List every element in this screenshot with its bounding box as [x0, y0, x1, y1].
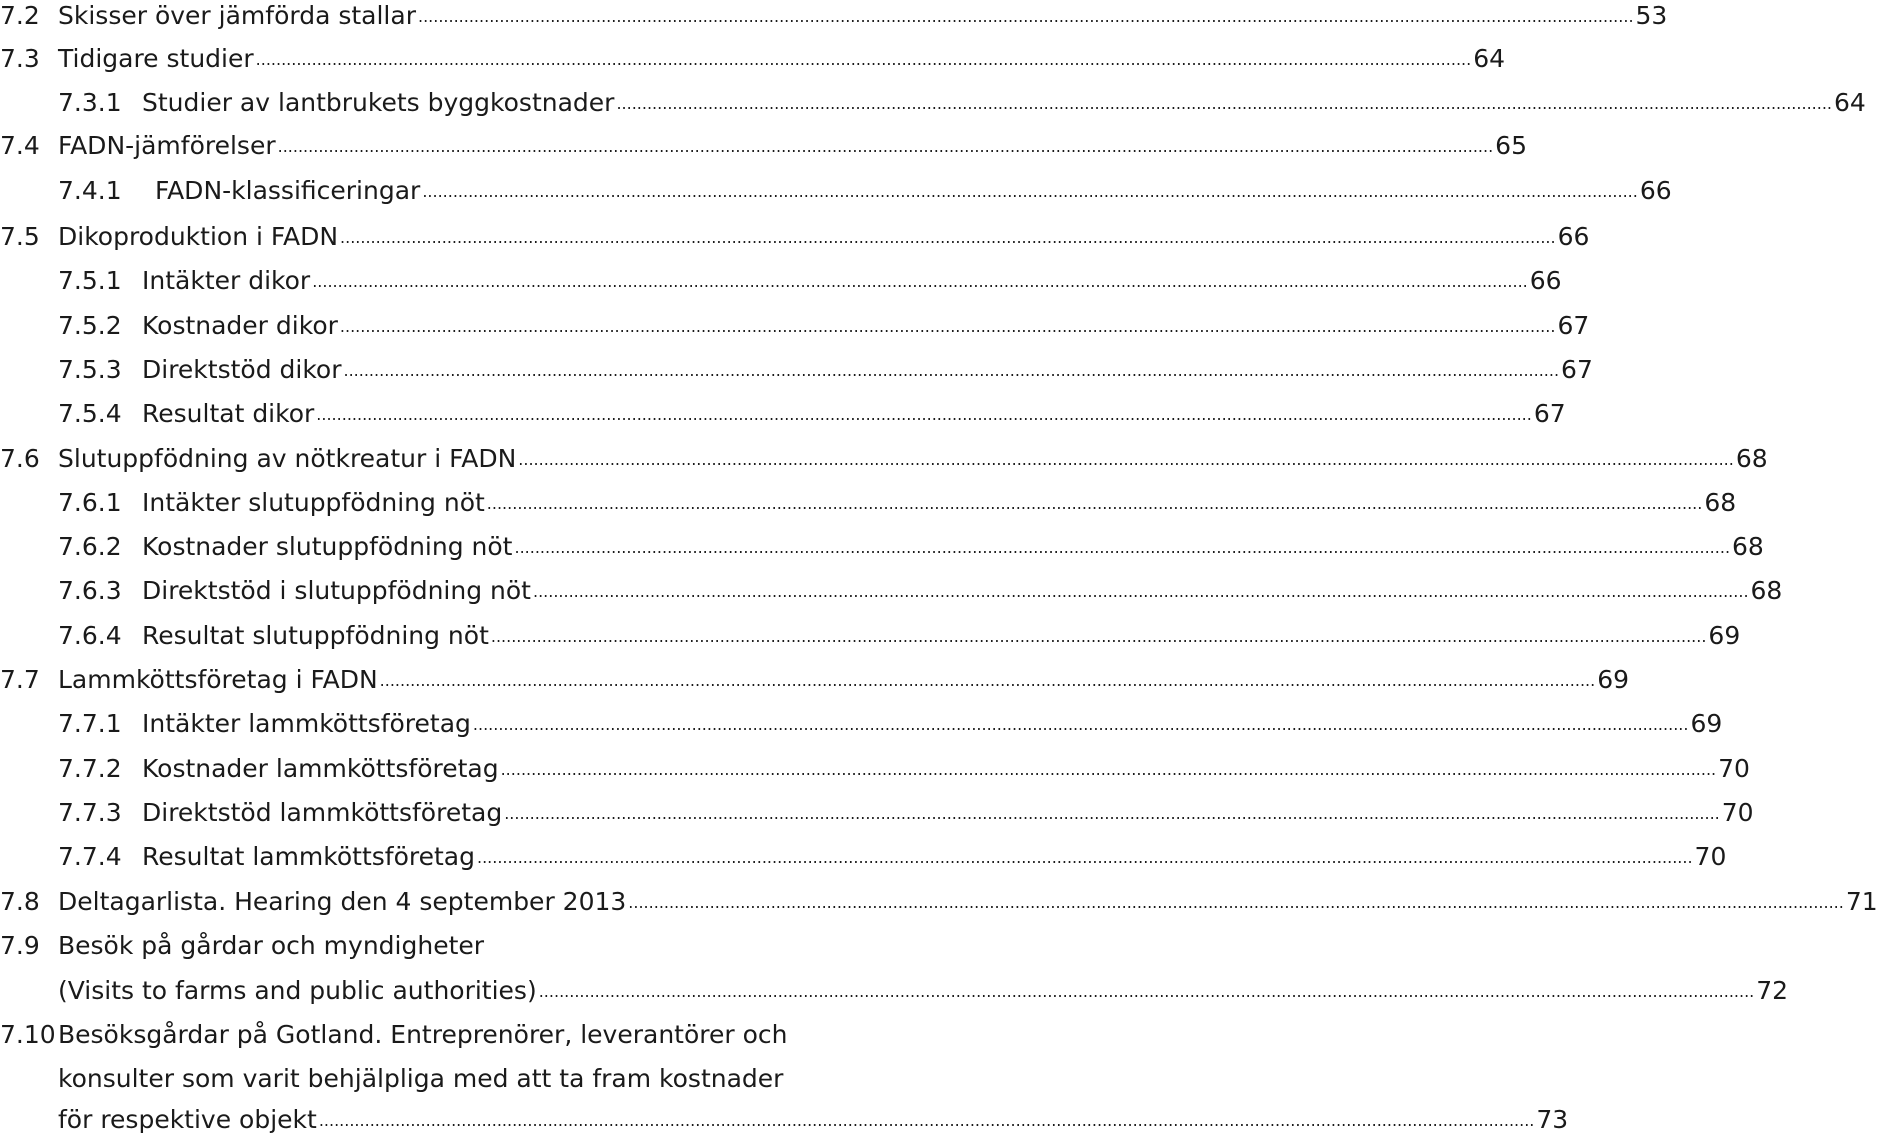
toc-entry[interactable]	[0, 969, 1789, 1013]
dot-leader	[504, 792, 1720, 836]
toc-entry-title: FADN-jämförelser	[58, 131, 276, 160]
toc-entry-number: 7.7.4	[58, 842, 122, 871]
toc-entry-title: Tidigare studier	[58, 44, 254, 73]
toc-entry-page: 68	[1732, 532, 1764, 561]
toc-entry-number: 7.4	[0, 131, 40, 160]
toc-entry-title: Resultat dikor	[142, 399, 315, 428]
toc-entry-title: Intäkter slutuppfödning nöt	[142, 488, 485, 517]
dot-leader	[340, 216, 1556, 260]
toc-entry-page: 64	[1834, 88, 1866, 117]
toc-entry-page: 67	[1557, 311, 1590, 340]
toc-entry-number: 7.6.1	[58, 488, 122, 517]
dot-leader	[316, 393, 1532, 437]
toc-entry[interactable]	[0, 437, 1768, 481]
toc-entry-title-continued: (Visits to farms and public authorities)	[58, 976, 537, 1005]
toc-entry-page: 67	[1533, 399, 1566, 428]
toc-entry-first-line[interactable]	[0, 924, 952, 968]
toc-entry[interactable]	[0, 259, 1562, 303]
toc-entry-page: 68	[1704, 488, 1737, 517]
dot-leader	[487, 482, 1703, 526]
toc-entry[interactable]	[0, 569, 1783, 613]
toc-entry-title: Skisser över jämförda stallar	[58, 1, 416, 30]
dot-leader	[380, 659, 1596, 703]
toc-entry[interactable]	[0, 304, 1590, 348]
dot-leader	[319, 1099, 1535, 1143]
toc-entry-page: 70	[1718, 754, 1750, 783]
toc-entry-number: 7.7.3	[58, 798, 122, 827]
toc-entry-page: 69	[1690, 709, 1723, 738]
toc-entry-title: Studier av lantbrukets byggkostnader	[142, 88, 615, 117]
dot-leader	[473, 703, 1689, 747]
toc-entry-title: Intäkter dikor	[142, 266, 311, 295]
toc-entry-page: 68	[1750, 576, 1783, 605]
dot-leader	[518, 438, 1734, 482]
toc-entry-first-line[interactable]	[0, 1013, 952, 1057]
toc-entry[interactable]	[0, 791, 1754, 835]
toc-entry[interactable]	[0, 169, 1672, 213]
toc-entry-page: 70	[1694, 842, 1727, 871]
toc-entry[interactable]	[0, 1098, 1569, 1142]
toc-entry-title: Intäkter lammköttsföretag	[142, 709, 471, 738]
toc-entry-title: Direktstöd dikor	[142, 355, 342, 384]
dot-leader	[501, 748, 1717, 792]
dot-leader	[422, 170, 1638, 214]
toc-entry-number: 7.9	[0, 931, 40, 960]
toc-entry-page: 69	[1708, 621, 1741, 650]
toc-entry-number: 7.5.1	[58, 266, 122, 295]
dot-leader	[340, 305, 1556, 349]
toc-entry-title: Dikoproduktion i FADN	[58, 222, 339, 251]
toc-entry-title-continued: för respektive objekt	[58, 1105, 317, 1134]
dot-leader	[491, 615, 1707, 659]
toc-entry-title: Besök på gårdar och myndigheter	[58, 931, 485, 960]
dot-leader	[533, 570, 1749, 614]
toc-entry-title: Kostnader slutuppfödning nöt	[142, 532, 513, 561]
toc-entry-title: Kostnader lammköttsföretag	[142, 754, 499, 783]
dot-leader	[539, 970, 1755, 1014]
toc-entry-number: 7.8	[0, 887, 40, 916]
dot-leader	[418, 0, 1634, 39]
toc-entry-title: Resultat lammköttsföretag	[142, 842, 475, 871]
toc-entry-number: 7.2	[0, 1, 40, 30]
toc-entry-second-line[interactable]	[0, 1057, 952, 1101]
toc-entry-number: 7.7.2	[58, 754, 122, 783]
dot-leader	[616, 82, 1832, 126]
toc-entry-number: 7.3.1	[58, 88, 122, 117]
toc-entry-page: 53	[1635, 1, 1668, 30]
toc-entry-number: 7.3	[0, 44, 40, 73]
toc-entry[interactable]	[0, 835, 1727, 879]
toc-entry-title: Besöksgårdar på Gotland. Entreprenörer, leverantörer och	[58, 1020, 788, 1049]
toc-entry-number: 7.4.1	[58, 176, 122, 205]
toc-entry-title-continued: konsulter som varit behjälpliga med att ta fram kostnader	[58, 1064, 784, 1093]
toc-entry-page: 65	[1495, 131, 1527, 160]
toc-entry-title: Direktstöd lammköttsföretag	[142, 798, 503, 827]
toc-entry[interactable]	[0, 614, 1741, 658]
toc-entry[interactable]	[0, 392, 1566, 436]
toc-entry-number: 7.6.2	[58, 532, 122, 561]
toc-entry-page: 70	[1721, 798, 1754, 827]
dot-leader	[278, 125, 1494, 169]
toc-entry-title: Slutuppfödning av nötkreatur i FADN	[58, 444, 517, 473]
toc-entry-number: 7.5.3	[58, 355, 122, 384]
toc-entry-page: 67	[1561, 355, 1593, 384]
toc-entry-title: Deltagarlista. Hearing den 4 september 2013	[58, 887, 627, 916]
toc-entry[interactable]	[0, 747, 1750, 791]
toc-entry-page: 64	[1473, 44, 1506, 73]
dot-leader	[514, 526, 1730, 570]
toc-entry[interactable]	[0, 0, 1668, 38]
toc-entry-title: Kostnader dikor	[142, 311, 338, 340]
dot-leader	[312, 260, 1528, 304]
toc-entry[interactable]	[0, 124, 1527, 168]
dot-leader	[628, 881, 1844, 925]
dot-leader	[477, 836, 1693, 880]
toc-entry[interactable]	[0, 215, 1590, 259]
toc-entry-page: 69	[1597, 665, 1630, 694]
toc-entry[interactable]	[0, 481, 1737, 525]
toc-entry[interactable]	[0, 37, 1506, 81]
toc-entry-number: 7.6.3	[58, 576, 122, 605]
toc-entry-number: 7.6	[0, 444, 40, 473]
toc-entry-title: FADN-klassificeringar	[155, 176, 421, 205]
toc-entry-page: 66	[1529, 266, 1562, 295]
toc-entry-title: Lammköttsföretag i FADN	[58, 665, 378, 694]
toc-entry-page: 71	[1845, 887, 1878, 916]
toc-entry-number: 7.5	[0, 222, 40, 251]
dot-leader	[344, 349, 1560, 393]
toc-entry-title: Direktstöd i slutuppfödning nöt	[142, 576, 531, 605]
toc-entry[interactable]	[0, 658, 1630, 702]
toc-entry-number: 7.6.4	[58, 621, 122, 650]
toc-entry-number: 7.5.2	[58, 311, 122, 340]
toc-entry-title: Resultat slutuppfödning nöt	[142, 621, 489, 650]
dot-leader	[256, 38, 1472, 82]
toc-entry-number: 7.7.1	[58, 709, 122, 738]
toc-entry[interactable]	[0, 348, 1593, 392]
toc-entry-page: 68	[1735, 444, 1768, 473]
toc-entry-number: 7.7	[0, 665, 40, 694]
toc-entry-number: 7.10	[0, 1020, 56, 1049]
toc-entry[interactable]	[0, 702, 1723, 746]
toc-entry-page: 72	[1756, 976, 1789, 1005]
toc-entry-number: 7.5.4	[58, 399, 122, 428]
toc-entry-page: 73	[1536, 1105, 1569, 1134]
toc-entry[interactable]	[0, 880, 1878, 924]
toc-entry-page: 66	[1639, 176, 1672, 205]
toc-entry[interactable]	[0, 525, 1764, 569]
toc-entry-page: 66	[1557, 222, 1590, 251]
toc-entry[interactable]	[0, 81, 1866, 125]
